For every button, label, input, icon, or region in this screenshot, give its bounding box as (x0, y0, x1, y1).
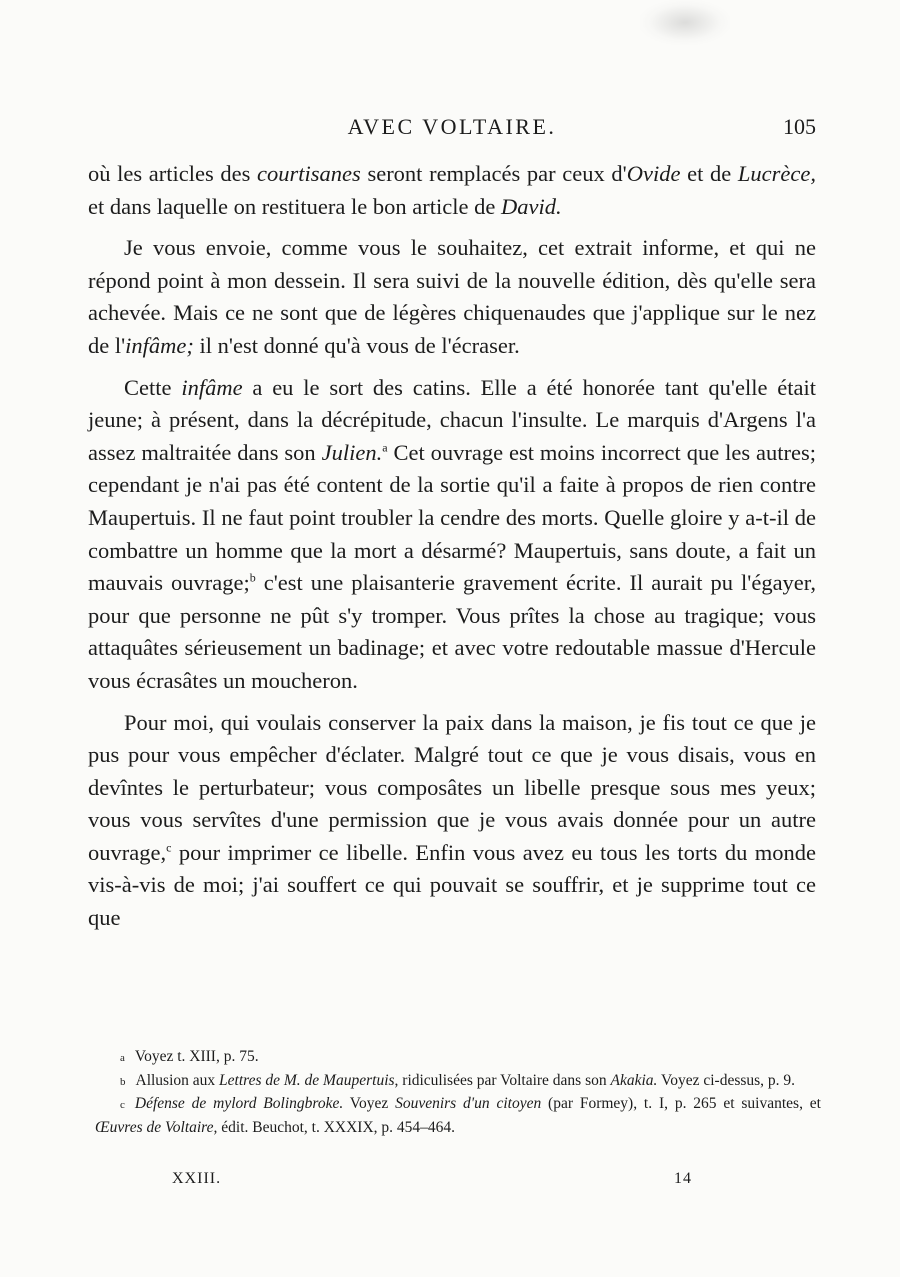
page-number: 105 (783, 114, 816, 139)
footnote-text: (par Formey), t. I, p. 265 et suivantes, et (541, 1095, 821, 1112)
sheet-number: 14 (674, 1170, 692, 1187)
footnote-mark: a (120, 1052, 125, 1064)
text-run: Pour moi, qui voulais conserver la paix dans la maison, je fis tout ce que je pus pour vous empêcher d'éclater. Malgré tout ce que je vous disais, vous en devîntes le perturbateur; vous composâtes un libelle presque sous mes yeux; vous vous servîtes d'une permission que je vous avais donnée pour un autre ouvrage, (88, 709, 816, 865)
volume-signature: XXIII. (172, 1170, 222, 1187)
paragraph-3 (88, 372, 816, 698)
italic-run: courtisanes (257, 161, 361, 186)
text-run: seront remplacés par ceux d' (360, 161, 627, 186)
paragraph-4 (88, 707, 816, 935)
text-run: Cette (124, 374, 182, 400)
italic-run: Lucrèce, (737, 161, 816, 186)
text-run: et dans laquelle on restituera le bon article de (88, 193, 501, 219)
footnote-italic: Lettres de M. de Maupertuis (219, 1071, 395, 1089)
italic-run: Ovide (626, 161, 681, 186)
footnote-text: , ridiculisées par Voltaire dans son (394, 1071, 611, 1089)
text-run: Je vous envoie, comme vous le souhaitez, cet extrait informe, et qui ne répond point à mon dessein. Il sera suivi de la nouvelle édition, dès qu'elle sera achevée. Mais ce ne sont que de légères chiquenaudes que j'applique sur le nez de l' (88, 235, 816, 358)
footnote-a (95, 1046, 821, 1070)
footnote-b (95, 1070, 821, 1094)
italic-run: Julien. (321, 439, 383, 465)
footnote-ref-a: a (382, 440, 388, 455)
footnote-mark: b (120, 1075, 126, 1088)
paragraph-1 (88, 158, 816, 223)
text-run: a eu le sort des catins. Elle a été honorée tant qu'elle était jeune; à présent, dans la décrépitude, chacun l'insulte. Le marquis d'Argens l'a assez maltraitée dans son (88, 374, 816, 465)
footnote-c (95, 1093, 821, 1139)
italic-run: infâme (181, 374, 243, 400)
italic-run: David. (500, 193, 562, 219)
footnote-mark: c (120, 1099, 125, 1111)
text-run: c'est une plaisanterie gravement écrite. Il aurait pu l'égayer, pour que personne ne pût s'y tromper. Vous prîtes la chose au tragique; vous attaquâtes sérieusement un badinage; et avec votre redoutable massue d'Hercule vous écrasâtes un moucheron. (88, 570, 817, 693)
footnote-text: édit. Beuchot, t. XXXIX, p. 454–464. (217, 1118, 456, 1136)
page-smudge (640, 0, 730, 45)
running-head (88, 114, 816, 148)
footnote-ref-b: b (249, 570, 256, 585)
footnote-italic: Souvenirs d'un citoyen (395, 1095, 542, 1112)
footnote-italic: Défense de mylord Bolingbroke. (134, 1095, 344, 1112)
footnote-ref-c: c (166, 840, 172, 855)
footnote-text: Voyez ci-dessus, p. 9. (657, 1071, 796, 1089)
text-run: où les articles des (88, 161, 258, 186)
footnote-text: Voyez t. XIII, p. 75. (134, 1048, 259, 1065)
text-run: pour imprimer ce libelle. Enfin vous avez eu tous les torts du monde vis-à-vis de moi; j'ai souffert ce qui pouvait se souffrir, et je supprime tout ce que (88, 839, 816, 931)
italic-run: infâme; (125, 332, 194, 358)
text-run: Cet ouvrage est moins incorrect que les autres; cependant je n'ai pas été content de la sortie qu'il a faite à propos de rien contre Maupertuis. Il ne faut point troubler la cendre des morts. Quelle gloire y a-t-il de combattre un homme que la mort a désarmé? Maupertuis, sans doute, a fait un mauvais ouvrage; (88, 439, 816, 596)
text-run: il n'est donné qu'à vous de l'écraser. (193, 332, 520, 358)
paragraph-2 (88, 232, 816, 362)
text-run: et de (680, 161, 738, 186)
footnote-text: Allusion aux (135, 1071, 220, 1089)
footnote-text: Voyez (343, 1095, 396, 1112)
body-text (88, 158, 816, 944)
running-title: AVEC VOLTAIRE. (347, 114, 557, 139)
footnote-italic: Akakia. (610, 1071, 658, 1089)
footnote-italic: Œuvres de Voltaire, (95, 1118, 218, 1136)
footnotes (95, 1046, 821, 1139)
